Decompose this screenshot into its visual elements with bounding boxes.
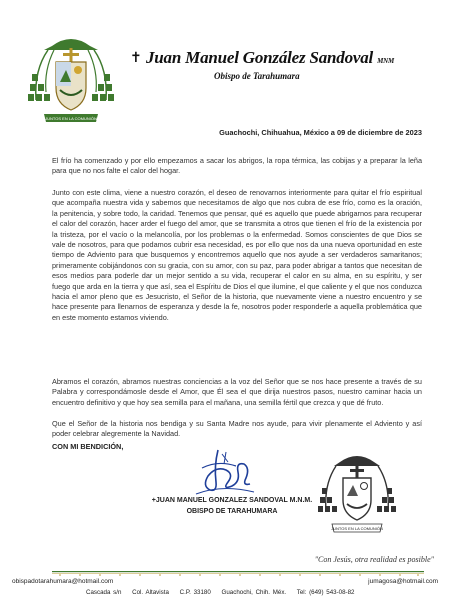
paragraph-1 [52, 156, 422, 177]
episcopal-coat-of-arms [26, 30, 116, 130]
footer-email-diocese[interactable]: obispadotarahumara@hotmail.com [12, 578, 114, 585]
cross-icon: ✝ [130, 50, 142, 66]
paragraph-3 [52, 377, 422, 408]
paragraph-text: El frío ha comenzado y por ello empezamos a sacar los abrigos, la ropa térmica, las cobijas y a preparar la leña para que no nos falte el calor del hogar. [52, 156, 422, 176]
letter-date: Guachochi, Chihuahua, México a 09 de diciembre de 2023 [219, 128, 422, 137]
paragraph-text: Junto con este clima, viene a nuestro corazón, el deseo de renovarnos interiormente para quitar el frío espiritual que acompaña nuestra vida y sabemos que necesitamos de algo que nos cubra de ese frío, como es la oración, la penitencia, y sobre todo, la caridad. Tenemos que pensar, qué es aquello que puede abrigarnos para recuperar el calor del corazón, hacer arder el fuego del amor, que se transmita a otros que tienen el frío de la existencia por la tristeza, por el vacío o la melancolía, por los problemas o la enfermedad. Somos conscientes de que Dios se vale de nosotros, para que podamos cubrir esa necesidad, es por ello que nos da una nueva oportunidad en este tiempo de Adviento para que busquemos y encontremos aquello que nos ayude a ser verdaderos samaritanos; primeramente cobijándonos con su gracia, con su amor, con su paz, para poder abrigar a tantos que necesitan de esos medios para poderle dar un mejor sentido a su vida, recuperar el calor en su alma, en su espíritu, y ser fuego que arda en la tierra y que así, sea el Espíritu de Dios el que ilumine, el que caliente y el que nos conduzca hacia el amor pleno que es Jesucristo, el Señor de la historia, que nuevamente viene a nuestro encuentro y se hace presente para llenarnos de esperanza y desde la fe, nosotros poder responderle a aquella problemática que en este momento estamos viviendo. [52, 188, 422, 322]
svg-text:JUNTOS EN LA COMUNIÓN: JUNTOS EN LA COMUNIÓN [45, 116, 97, 121]
signatory-title: OBISPO DE TARAHUMARA [186, 508, 278, 515]
address-colony: Col. Altavista [132, 589, 169, 596]
episcopal-seal-stamp [316, 448, 398, 538]
address-phone: Tel: (649) 543-08-82 [296, 589, 355, 596]
footer-email-bishop[interactable]: jumagosa@hotmail.com [368, 578, 438, 585]
bishop-name: Juan Manuel González Sandoval [146, 48, 374, 67]
paragraph-text: Abramos el corazón, abramos nuestras conciencias a la voz del Señor que se nos hace presente a través de su Palabra y correspondámosle desde el Amor, que Él sea el que dirija nuestros pasos, nuestro caminar hacia un encuentro definitivo y que hoy sea semilla para el mañana, una semilla fértil que crezca y que dé fruto. [52, 377, 422, 407]
bishop-name-header [146, 48, 394, 68]
footer-divider [52, 571, 424, 576]
closing-blessing: CON MI BENDICIÓN, [52, 442, 124, 451]
paragraph-4 [52, 419, 422, 440]
svg-text:JUNTOS EN LA COMUNIÓN: JUNTOS EN LA COMUNIÓN [331, 526, 383, 531]
signatory-name: +JUAN MANUEL GONZALEZ SANDOVAL M.N.M. [151, 497, 313, 504]
address-street: Cascada s/n [86, 589, 122, 596]
address-postal-code: C.P. 33180 [179, 589, 211, 596]
address-city: Guachochi, Chih. Méx. [221, 589, 287, 596]
paragraph-2 [52, 188, 422, 323]
footer-slogan: "Con Jesús, otra realidad es posible" [314, 555, 434, 564]
paragraph-text: Que el Señor de la historia nos bendiga y su Santa Madre nos ayude, para vivir plenamente el Adviento y así poder celebrar alegremente la Navidad. [52, 419, 422, 439]
bishop-name-suffix: MNM [377, 57, 395, 65]
bishop-title-header: Obispo de Tarahumara [214, 71, 300, 81]
handwritten-signature [188, 446, 258, 498]
footer-address [86, 589, 362, 596]
